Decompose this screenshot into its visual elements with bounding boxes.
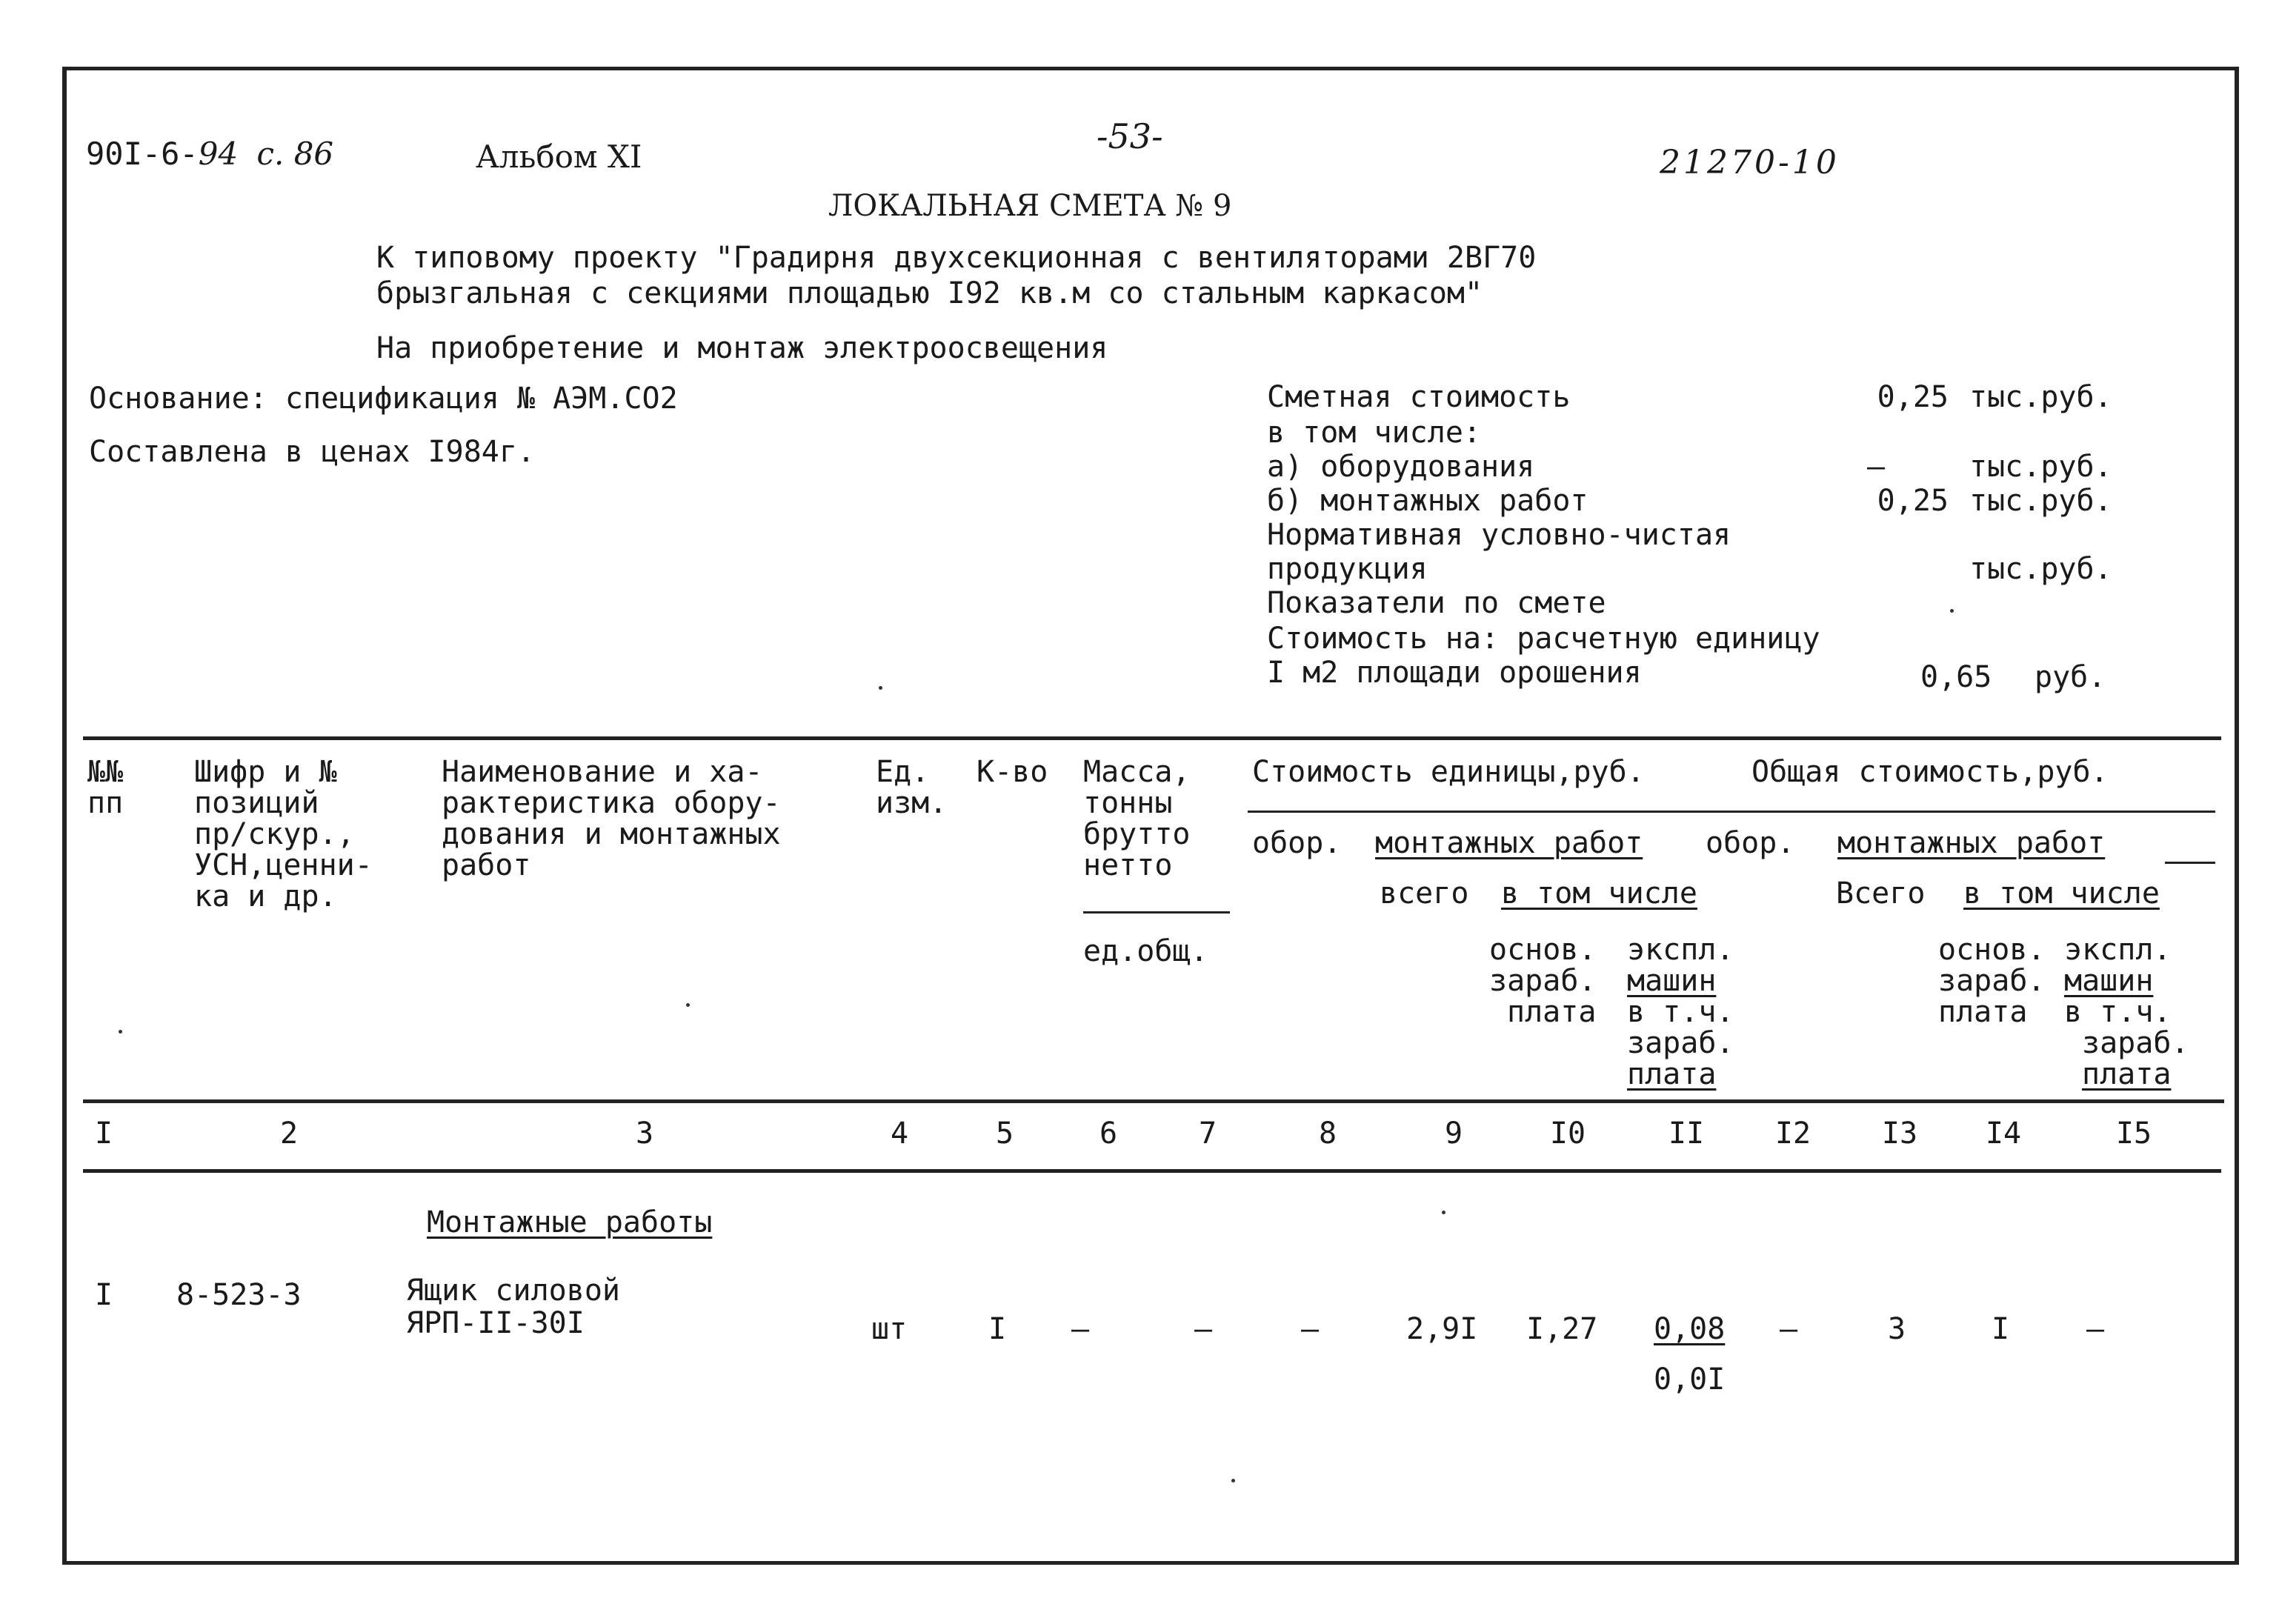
ekspl-unit-5: плата xyxy=(1627,1057,1717,1091)
col2-header-1: Шифр и № xyxy=(194,755,337,789)
colnum-9: 9 xyxy=(1444,1116,1463,1151)
doc-page-hand: с. 86 xyxy=(256,136,334,172)
osnov-unit-2: зараб. xyxy=(1489,964,1597,998)
row-1-code: 8-523-3 xyxy=(176,1278,302,1312)
osnov-unit-1: основ. xyxy=(1489,933,1597,967)
cost-label-6: Показатели по смете xyxy=(1267,586,1606,620)
speck xyxy=(686,1003,690,1007)
row-1-c12: – xyxy=(1780,1312,1798,1346)
cost-label-2: а) оборудования xyxy=(1267,450,1535,484)
doc-code-printed: 90I-6- xyxy=(86,136,199,172)
row-1-c11b: 0,0I xyxy=(1654,1362,1726,1397)
table-top-rule xyxy=(83,736,2221,740)
colnum-15: I5 xyxy=(2115,1116,2152,1151)
speck xyxy=(119,1030,122,1034)
row-1-c6: – xyxy=(1071,1312,1090,1346)
colnums-bottom-rule xyxy=(83,1169,2221,1173)
ekspl-total-3: в т.ч. xyxy=(2064,995,2172,1029)
colnum-7: 7 xyxy=(1198,1116,1217,1151)
speck xyxy=(879,686,882,690)
osnov-total-3: плата xyxy=(1938,995,2028,1029)
cost-unit-5: тыс.руб. xyxy=(1969,552,2112,586)
speck xyxy=(1231,1479,1235,1482)
cost-label-8: I м2 площади орошения xyxy=(1267,656,1642,690)
ekspl-total-1: экспл. xyxy=(2064,933,2172,967)
album-label: Альбом XI xyxy=(476,139,642,175)
basis-line-1: Основание: спецификация № АЭМ.СО2 xyxy=(89,382,678,416)
row-1-c15: – xyxy=(2086,1312,2105,1346)
project-line-2: брызгальная с секциями площадью I92 кв.м со стальным каркасом" xyxy=(376,276,1483,310)
montazh-total-header: монтажных работ xyxy=(1837,826,2106,860)
page-number: -53- xyxy=(1097,116,1163,156)
v-tom-chisle-total: в том числе xyxy=(1963,876,2160,911)
estimate-title: ЛОКАЛЬНАЯ СМЕТА № 9 xyxy=(828,189,1232,223)
row-1-c13: 3 xyxy=(1888,1312,1906,1346)
cost-value-0: 0,25 xyxy=(1877,380,1949,414)
col2-header-5: ка и др. xyxy=(194,879,337,914)
basis-line-2: Составлена в ценах I984г. xyxy=(89,435,536,469)
row-1-c9: 2,9I xyxy=(1406,1312,1478,1346)
cost-unit-0: тыс.руб. xyxy=(1969,380,2112,414)
col1-header-1: №№ xyxy=(87,755,124,789)
v-tom-chisle-unit: в том числе xyxy=(1501,876,1697,911)
osnov-unit-3: плата xyxy=(1507,995,1597,1029)
osnov-total-2: зараб. xyxy=(1938,964,2046,998)
archive-number: 21270-10 xyxy=(1660,144,1840,182)
project-line-3: На приобретение и монтаж электроосвещения xyxy=(376,331,1108,365)
col1-header-2: пп xyxy=(87,786,124,820)
col6-header-2: тонны xyxy=(1083,786,1173,820)
col2-header-2: позиций xyxy=(194,786,319,820)
doc-code-hand: 94 xyxy=(198,136,239,172)
col2-header-3: пр/скур., xyxy=(194,817,355,851)
ekspl-unit-2: машин xyxy=(1627,964,1717,998)
col3-header-4: работ xyxy=(442,848,531,882)
col3-header-2: рактеристика обору- xyxy=(442,786,781,820)
ekspl-total-4: зараб. xyxy=(2082,1026,2189,1060)
cost-value-3: 0,25 xyxy=(1877,484,1949,518)
row-1-num: I xyxy=(95,1278,113,1312)
cost-label-1: в том числе: xyxy=(1267,416,1481,450)
ekspl-total-2: машин xyxy=(2064,964,2154,998)
cost-unit-2: тыс.руб. xyxy=(1969,450,2112,484)
doc-code xyxy=(86,138,333,170)
col6-header-3: брутто xyxy=(1083,817,1191,851)
colnum-13: I3 xyxy=(1881,1116,1918,1151)
cost-divider xyxy=(1248,811,2215,813)
colnum-6: 6 xyxy=(1099,1116,1118,1151)
obor-total-header: обор. xyxy=(1706,826,1795,860)
colnum-12: I2 xyxy=(1774,1116,1811,1151)
total-cost-header: Общая стоимость,руб. xyxy=(1751,755,2109,789)
row-1-name-1: Ящик силовой xyxy=(406,1274,620,1308)
osnov-total-1: основ. xyxy=(1938,933,2046,967)
row-1-c11: 0,08 xyxy=(1654,1312,1726,1346)
ekspl-unit-1: экспл. xyxy=(1627,933,1734,967)
cost-value-8: 0,65 xyxy=(1920,660,1992,694)
colnum-1: I xyxy=(94,1116,113,1151)
obor-unit-header: обор. xyxy=(1252,826,1342,860)
unit-cost-header: Стоимость единицы,руб. xyxy=(1252,755,1645,789)
vsego-total-header: Всего xyxy=(1836,876,1926,911)
cost-unit-3: тыс.руб. xyxy=(1969,484,2112,518)
col2-header-4: УСН,ценни- xyxy=(194,848,373,882)
colnum-10: I0 xyxy=(1549,1116,1586,1151)
cost-label-3: б) монтажных работ xyxy=(1267,484,1588,518)
cost-label-0: Сметная стоимость xyxy=(1267,380,1571,414)
ekspl-unit-3: в т.ч. xyxy=(1627,995,1734,1029)
speck xyxy=(1950,609,1954,613)
ekspl-total-5: плата xyxy=(2082,1057,2172,1091)
col6-header-1: Масса, xyxy=(1083,755,1191,789)
colnum-4: 4 xyxy=(890,1116,909,1151)
cost-unit-8: руб. xyxy=(2035,660,2106,694)
speck xyxy=(1442,1211,1445,1214)
col67-sub-header: ед.общ. xyxy=(1083,934,1208,968)
montazh-total-underline-ext xyxy=(2165,862,2215,864)
colnum-5: 5 xyxy=(995,1116,1014,1151)
montazh-unit-header: монтажных работ xyxy=(1375,826,1643,860)
row-1-c7: – xyxy=(1194,1312,1213,1346)
header-bottom-rule xyxy=(83,1099,2224,1103)
col4-header-1: Ед. xyxy=(876,755,930,789)
col4-header-2: изм. xyxy=(876,786,948,820)
col3-header-1: Наименование и ха- xyxy=(442,755,763,789)
colnum-14: I4 xyxy=(1985,1116,2022,1151)
colnum-8: 8 xyxy=(1318,1116,1337,1151)
project-line-1: К типовому проекту "Градирня двухсекционная с вентиляторами 2ВГ70 xyxy=(376,241,1537,275)
row-1-c14: I xyxy=(1992,1312,2010,1346)
colnum-11: II xyxy=(1668,1116,1705,1151)
col5-header: К-во xyxy=(977,755,1048,789)
section-title: Монтажные работы xyxy=(427,1205,713,1239)
cost-label-4: Нормативная условно-чистая xyxy=(1267,518,1731,552)
cost-label-7: Стоимость на: расчетную единицу xyxy=(1267,622,1820,656)
mass-divider xyxy=(1083,911,1230,914)
row-1-name-2: ЯРП-II-30I xyxy=(406,1306,585,1340)
col6-header-4: нетто xyxy=(1083,848,1173,882)
vsego-unit-header: всего xyxy=(1380,876,1469,911)
colnum-3: 3 xyxy=(635,1116,654,1151)
colnum-2: 2 xyxy=(279,1116,299,1151)
col3-header-3: дования и монтажных xyxy=(442,817,781,851)
row-1-qty: I xyxy=(988,1312,1007,1346)
cost-value-2: – xyxy=(1867,450,1886,484)
row-1-c8: – xyxy=(1301,1312,1320,1346)
ekspl-unit-4: зараб. xyxy=(1627,1026,1734,1060)
row-1-unit: шт xyxy=(871,1312,908,1346)
row-1-c10: I,27 xyxy=(1526,1312,1598,1346)
cost-label-5: продукция xyxy=(1267,552,1428,586)
